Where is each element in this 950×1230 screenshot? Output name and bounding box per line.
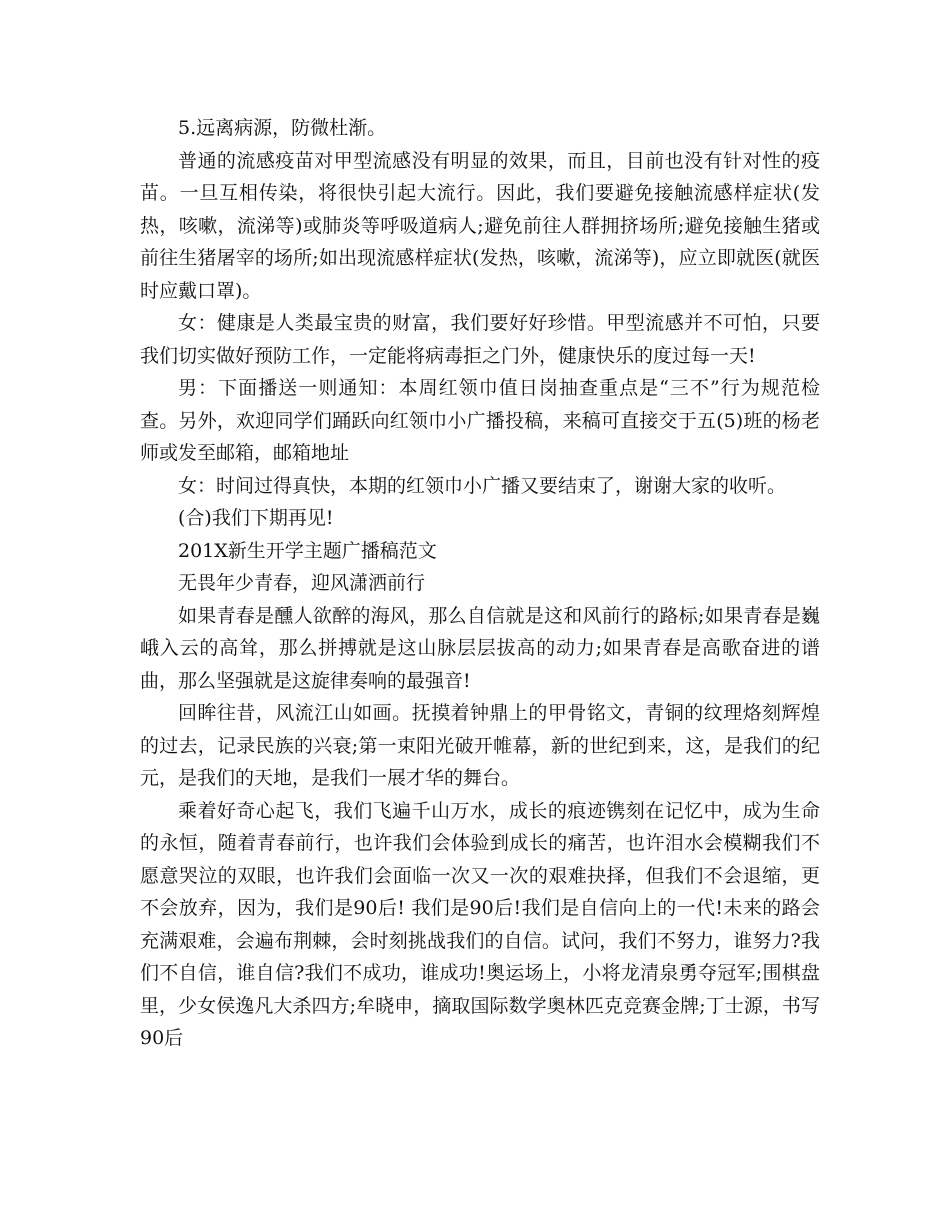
paragraph-female-closing: 女：时间过得真快，本期的红领巾小广播又要结束了，谢谢大家的收听。 <box>178 474 787 497</box>
paragraph-curiosity: 乘着好奇心起飞，我们飞遍千山万水，成长的痕迹镌刻在记忆中，成为生命的永恒，随着青春前行，也许我们会体验到成长的痛苦，也许泪水会模糊我们不愿意哭泣的双眼，也许我们会面临一次又一次的艰难抉择，但我们不会退缩，更不会放弃，因为，我们是90后! 我们是90后!我们是自信向上的一代!未来的路会充满艰难，会遍布荆棘，会时刻挑战我们的自信。试问，我们不努力，谁努力?我们不自信，谁自信?我们不成功，谁成功!奥运场上，小将龙清泉勇夺冠军;围棋盘里，少女侯逸凡大杀四方;牟晓申，摘取国际数学奥林匹克竞赛金牌;丁士源，书写90后 <box>140 799 820 1049</box>
section-subtitle: 无畏年少青春，迎风潇洒前行 <box>178 572 426 594</box>
paragraph-male-notice: 男：下面播送一则通知：本周红领巾值日岗抽查重点是“三不”行为规范检查。另外，欢迎同学们踊跃向红领巾小广播投稿，来稿可直接交于五(5)班的杨老师或发至邮箱，邮箱地址 <box>140 377 820 464</box>
paragraph-item-precautions: 5.远离病源，防微杜渐。 <box>178 117 387 139</box>
paragraph-female-health: 女：健康是人类最宝贵的财富，我们要好好珍惜。甲型流感并不可怕，只要我们切实做好预防工作，一定能将病毒拒之门外，健康快乐的度过每一天! <box>140 312 820 367</box>
paragraph-youth-metaphor: 如果青春是醺人欲醉的海风，那么自信就是这和风前行的路标;如果青春是巍峨入云的高耸，那么拼搏就是这山脉层层拔高的动力;如果青春是高歌奋进的谱曲，那么坚强就是这旋律奏响的最强音! <box>140 604 820 692</box>
document-body <box>140 112 820 1055</box>
paragraph-together-goodbye: (合)我们下期再见! <box>178 507 334 529</box>
section-title: 201X新生开学主题广播稿范文 <box>178 539 437 562</box>
paragraph-flu-vaccine: 普通的流感疫苗对甲型流感没有明显的效果，而且，目前也没有针对性的疫苗。一旦互相传染，将很快引起大流行。因此，我们要避免接触流感样症状(发热，咳嗽，流涕等)或肺炎等呼吸道病人;避免前往人群拥挤场所;避免接触生猪或前往生猪屠宰的场所;如出现流感样症状(发热，咳嗽，流涕等)，应立即就医(就医时应戴口罩)。 <box>140 149 820 302</box>
paragraph-look-back: 回眸往昔，风流江山如画。抚摸着钟鼎上的甲骨铭文，青铜的纹理烙刻辉煌的过去，记录民族的兴衰;第一束阳光破开帷幕，新的世纪到来，这，是我们的纪元，是我们的天地，是我们一展才华的舞台。 <box>140 702 820 789</box>
